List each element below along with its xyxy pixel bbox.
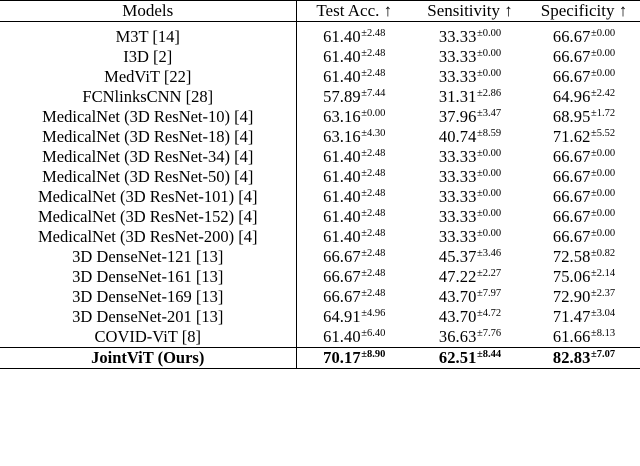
- model-name-cell: MedicalNet (3D ResNet-34) [4]: [42, 147, 254, 166]
- sensitivity-cell-value: 33.33: [438, 147, 477, 166]
- accuracy-cell-value: 61.40: [323, 27, 361, 46]
- accuracy-cell: [296, 127, 412, 147]
- sensitivity-cell-stdev: ±0.00: [476, 227, 502, 239]
- model-name-cell: FCNlinksCNN [28]: [82, 87, 214, 106]
- specificity-cell: [528, 147, 640, 167]
- table-row: [0, 227, 640, 247]
- accuracy-cell: [296, 247, 412, 267]
- accuracy-cell: [296, 187, 412, 207]
- accuracy-cell-stdev: ±0.00: [361, 107, 386, 119]
- sensitivity-cell-value: 43.70: [438, 287, 477, 306]
- accuracy-cell-stdev: ±7.44: [361, 87, 386, 99]
- sensitivity-cell-value: 33.33: [438, 167, 477, 186]
- table-row: [0, 67, 640, 87]
- sensitivity-cell: [412, 107, 528, 127]
- accuracy-cell-stdev: ±2.48: [361, 267, 386, 279]
- accuracy-cell-stdev: ±4.30: [361, 127, 386, 139]
- specificity-cell: [528, 27, 640, 47]
- table-row: [0, 307, 640, 327]
- accuracy-cell: [296, 327, 412, 348]
- specificity-cell-stdev: ±5.52: [590, 127, 616, 139]
- specificity-cell-stdev: ±0.00: [590, 27, 616, 39]
- specificity-cell-value: 71.62: [552, 127, 591, 146]
- model-name-cell: COVID-ViT [8]: [94, 327, 201, 346]
- specificity-cell: [528, 87, 640, 107]
- accuracy-cell-value: 61.40: [323, 227, 361, 246]
- specificity-cell-value: 75.06: [552, 267, 591, 286]
- sensitivity-cell: [412, 267, 528, 287]
- specificity-cell: [528, 107, 640, 127]
- accuracy-cell-value: 66.67: [323, 247, 361, 266]
- sensitivity-cell-stdev: ±0.00: [476, 147, 502, 159]
- accuracy-cell-stdev: ±2.48: [361, 287, 386, 299]
- specificity-cell-value: 66.67: [552, 207, 591, 226]
- accuracy-cell-stdev: ±2.48: [361, 207, 386, 219]
- specificity-cell-value: 66.67: [552, 187, 591, 206]
- accuracy-cell: [296, 287, 412, 307]
- specificity-cell-stdev: ±0.00: [590, 187, 616, 199]
- table-bottom-rule: [0, 369, 640, 370]
- accuracy-cell-value: 64.91: [323, 307, 361, 326]
- specificity-cell: [528, 287, 640, 307]
- table-row: [0, 107, 640, 127]
- accuracy-cell: [296, 267, 412, 287]
- table-row: [0, 327, 640, 348]
- sensitivity-cell: [412, 227, 528, 247]
- accuracy-cell-stdev: ±2.48: [361, 47, 386, 59]
- accuracy-cell-value: 61.40: [323, 207, 361, 226]
- specificity-cell-value: 64.96: [552, 87, 591, 106]
- sensitivity-cell: [412, 147, 528, 167]
- accuracy-cell: [296, 307, 412, 327]
- sensitivity-cell-value: 33.33: [438, 227, 477, 246]
- table-row: [0, 167, 640, 187]
- specificity-cell-stdev: ±0.82: [590, 247, 616, 259]
- sensitivity-cell-stdev: ±7.97: [476, 287, 502, 299]
- specificity-cell-value: 68.95: [552, 107, 591, 126]
- sensitivity-cell: [412, 327, 528, 348]
- specificity-cell-stdev: ±2.14: [590, 267, 616, 279]
- sensitivity-cell: [412, 348, 528, 369]
- sensitivity-cell-stdev: ±3.47: [476, 107, 502, 119]
- table-row: [0, 187, 640, 207]
- accuracy-cell-value: 63.16: [323, 127, 361, 146]
- model-name-cell: MedicalNet (3D ResNet-18) [4]: [42, 127, 254, 146]
- sensitivity-cell: [412, 207, 528, 227]
- specificity-cell-stdev: ±2.37: [590, 287, 616, 299]
- model-name-cell: M3T [14]: [115, 27, 180, 46]
- table-header-row: [0, 1, 640, 22]
- sensitivity-cell-value: 37.96: [438, 107, 477, 126]
- model-name-cell: 3D DenseNet-121 [13]: [72, 247, 224, 266]
- accuracy-cell-value: 61.40: [323, 47, 361, 66]
- sensitivity-cell-value: 31.31: [438, 87, 477, 106]
- accuracy-cell: [296, 227, 412, 247]
- sensitivity-cell-value: 33.33: [438, 47, 477, 66]
- model-name-cell: I3D [2]: [123, 47, 173, 66]
- accuracy-cell-value: 61.40: [323, 167, 361, 186]
- sensitivity-cell-stdev: ±4.72: [476, 307, 502, 319]
- specificity-cell-stdev: ±1.72: [590, 107, 616, 119]
- model-name-cell: 3D DenseNet-169 [13]: [72, 287, 224, 306]
- sensitivity-cell-value: 33.33: [438, 187, 477, 206]
- sensitivity-cell-stdev: ±8.59: [476, 127, 502, 139]
- sensitivity-cell-stdev: ±3.46: [476, 247, 502, 259]
- specificity-cell-value: 72.90: [552, 287, 591, 306]
- accuracy-cell-value: 61.40: [323, 327, 361, 346]
- sensitivity-cell-stdev: ±0.00: [476, 167, 502, 179]
- specificity-cell-stdev: ±8.13: [590, 327, 616, 339]
- specificity-cell-stdev: ±0.00: [590, 147, 616, 159]
- sensitivity-cell-stdev: ±0.00: [476, 47, 502, 59]
- accuracy-cell: [296, 167, 412, 187]
- specificity-cell-stdev: ±0.00: [590, 227, 616, 239]
- sensitivity-cell-value: 43.70: [438, 307, 477, 326]
- specificity-cell: [528, 127, 640, 147]
- specificity-cell-value: 72.58: [552, 247, 591, 266]
- model-name-cell: JointViT (Ours): [91, 348, 205, 367]
- accuracy-cell-value: 66.67: [323, 267, 361, 286]
- accuracy-cell-value: 57.89: [323, 87, 361, 106]
- table-row: [0, 287, 640, 307]
- model-name-cell: 3D DenseNet-201 [13]: [72, 307, 224, 326]
- table-row: [0, 47, 640, 67]
- sensitivity-cell: [412, 307, 528, 327]
- accuracy-cell-value: 66.67: [323, 287, 361, 306]
- sensitivity-cell-value: 62.51: [438, 348, 477, 367]
- specificity-cell: [528, 187, 640, 207]
- accuracy-cell-stdev: ±8.90: [361, 348, 386, 360]
- sensitivity-cell: [412, 67, 528, 87]
- model-name-cell: MedicalNet (3D ResNet-152) [4]: [38, 207, 258, 226]
- specificity-cell-value: 61.66: [552, 327, 591, 346]
- sensitivity-cell: [412, 287, 528, 307]
- accuracy-cell-stdev: ±2.48: [361, 167, 386, 179]
- specificity-cell: [528, 348, 640, 369]
- accuracy-cell-value: 61.40: [323, 187, 361, 206]
- accuracy-cell-stdev: ±2.48: [361, 27, 386, 39]
- sensitivity-cell-stdev: ±0.00: [476, 27, 502, 39]
- specificity-cell: [528, 307, 640, 327]
- table-row: [0, 147, 640, 167]
- sensitivity-cell-stdev: ±0.00: [476, 187, 502, 199]
- accuracy-cell: [296, 207, 412, 227]
- column-header-accuracy: Test Acc. ↑: [296, 1, 412, 22]
- column-header-sensitivity: Sensitivity ↑: [427, 1, 513, 20]
- table-row: [0, 267, 640, 287]
- accuracy-cell-stdev: ±2.48: [361, 247, 386, 259]
- sensitivity-cell-value: 33.33: [438, 67, 477, 86]
- specificity-cell: [528, 67, 640, 87]
- accuracy-cell: [296, 27, 412, 47]
- specificity-cell-value: 71.47: [552, 307, 591, 326]
- accuracy-cell-value: 70.17: [323, 348, 361, 367]
- model-name-cell: MedicalNet (3D ResNet-10) [4]: [42, 107, 254, 126]
- specificity-cell-stdev: ±7.07: [590, 348, 616, 360]
- accuracy-cell-stdev: ±4.96: [361, 307, 386, 319]
- accuracy-cell-value: 61.40: [323, 67, 361, 86]
- table-row: [0, 207, 640, 227]
- specificity-cell-value: 66.67: [552, 227, 591, 246]
- sensitivity-cell: [412, 187, 528, 207]
- sensitivity-cell: [412, 167, 528, 187]
- table-row: [0, 27, 640, 47]
- sensitivity-cell-value: 45.37: [438, 247, 477, 266]
- sensitivity-cell: [412, 127, 528, 147]
- table-row: [0, 247, 640, 267]
- column-header-specificity: Specificity ↑: [540, 1, 628, 20]
- sensitivity-cell-stdev: ±0.00: [476, 207, 502, 219]
- specificity-cell: [528, 327, 640, 348]
- accuracy-cell-stdev: ±2.48: [361, 67, 386, 79]
- specificity-cell-value: 82.83: [552, 348, 591, 367]
- model-name-cell: MedicalNet (3D ResNet-101) [4]: [38, 187, 258, 206]
- specificity-cell-value: 66.67: [552, 47, 591, 66]
- sensitivity-cell: [412, 247, 528, 267]
- specificity-cell: [528, 267, 640, 287]
- column-header-models: Models: [122, 1, 174, 20]
- accuracy-cell-stdev: ±2.48: [361, 147, 386, 159]
- sensitivity-cell-stdev: ±8.44: [476, 348, 502, 360]
- specificity-cell-value: 66.67: [552, 27, 591, 46]
- specificity-cell: [528, 47, 640, 67]
- model-name-cell: MedViT [22]: [104, 67, 192, 86]
- sensitivity-cell-value: 36.63: [438, 327, 477, 346]
- specificity-cell: [528, 207, 640, 227]
- table-row: [0, 348, 640, 369]
- specificity-cell-stdev: ±0.00: [590, 167, 616, 179]
- accuracy-cell-stdev: ±6.40: [361, 327, 386, 339]
- accuracy-cell: [296, 87, 412, 107]
- specificity-cell: [528, 247, 640, 267]
- accuracy-cell-value: 61.40: [323, 147, 361, 166]
- specificity-cell-value: 66.67: [552, 67, 591, 86]
- sensitivity-cell-value: 40.74: [438, 127, 477, 146]
- sensitivity-cell-stdev: ±0.00: [476, 67, 502, 79]
- sensitivity-cell-value: 33.33: [438, 207, 477, 226]
- specificity-cell: [528, 227, 640, 247]
- specificity-cell-stdev: ±0.00: [590, 207, 616, 219]
- specificity-cell-value: 66.67: [552, 147, 591, 166]
- sensitivity-cell: [412, 87, 528, 107]
- specificity-cell: [528, 167, 640, 187]
- sensitivity-cell-value: 33.33: [438, 27, 477, 46]
- accuracy-cell: [296, 147, 412, 167]
- specificity-cell-stdev: ±0.00: [590, 67, 616, 79]
- model-name-cell: MedicalNet (3D ResNet-200) [4]: [38, 227, 258, 246]
- specificity-cell-stdev: ±2.42: [590, 87, 616, 99]
- accuracy-cell-value: 63.16: [323, 107, 361, 126]
- specificity-cell-stdev: ±3.04: [590, 307, 616, 319]
- model-name-cell: MedicalNet (3D ResNet-50) [4]: [42, 167, 254, 186]
- specificity-cell-value: 66.67: [552, 167, 591, 186]
- specificity-cell-stdev: ±0.00: [590, 47, 616, 59]
- accuracy-cell-stdev: ±2.48: [361, 187, 386, 199]
- sensitivity-cell-stdev: ±2.27: [476, 267, 502, 279]
- sensitivity-cell: [412, 47, 528, 67]
- accuracy-cell: [296, 107, 412, 127]
- accuracy-cell: [296, 47, 412, 67]
- table-row: [0, 87, 640, 107]
- accuracy-cell-stdev: ±2.48: [361, 227, 386, 239]
- sensitivity-cell-value: 47.22: [438, 267, 477, 286]
- accuracy-cell: [296, 348, 412, 369]
- accuracy-cell: [296, 67, 412, 87]
- table-row: [0, 127, 640, 147]
- sensitivity-cell: [412, 27, 528, 47]
- sensitivity-cell-stdev: ±2.86: [476, 87, 502, 99]
- sensitivity-cell-stdev: ±7.76: [476, 327, 502, 339]
- model-name-cell: 3D DenseNet-161 [13]: [72, 267, 224, 286]
